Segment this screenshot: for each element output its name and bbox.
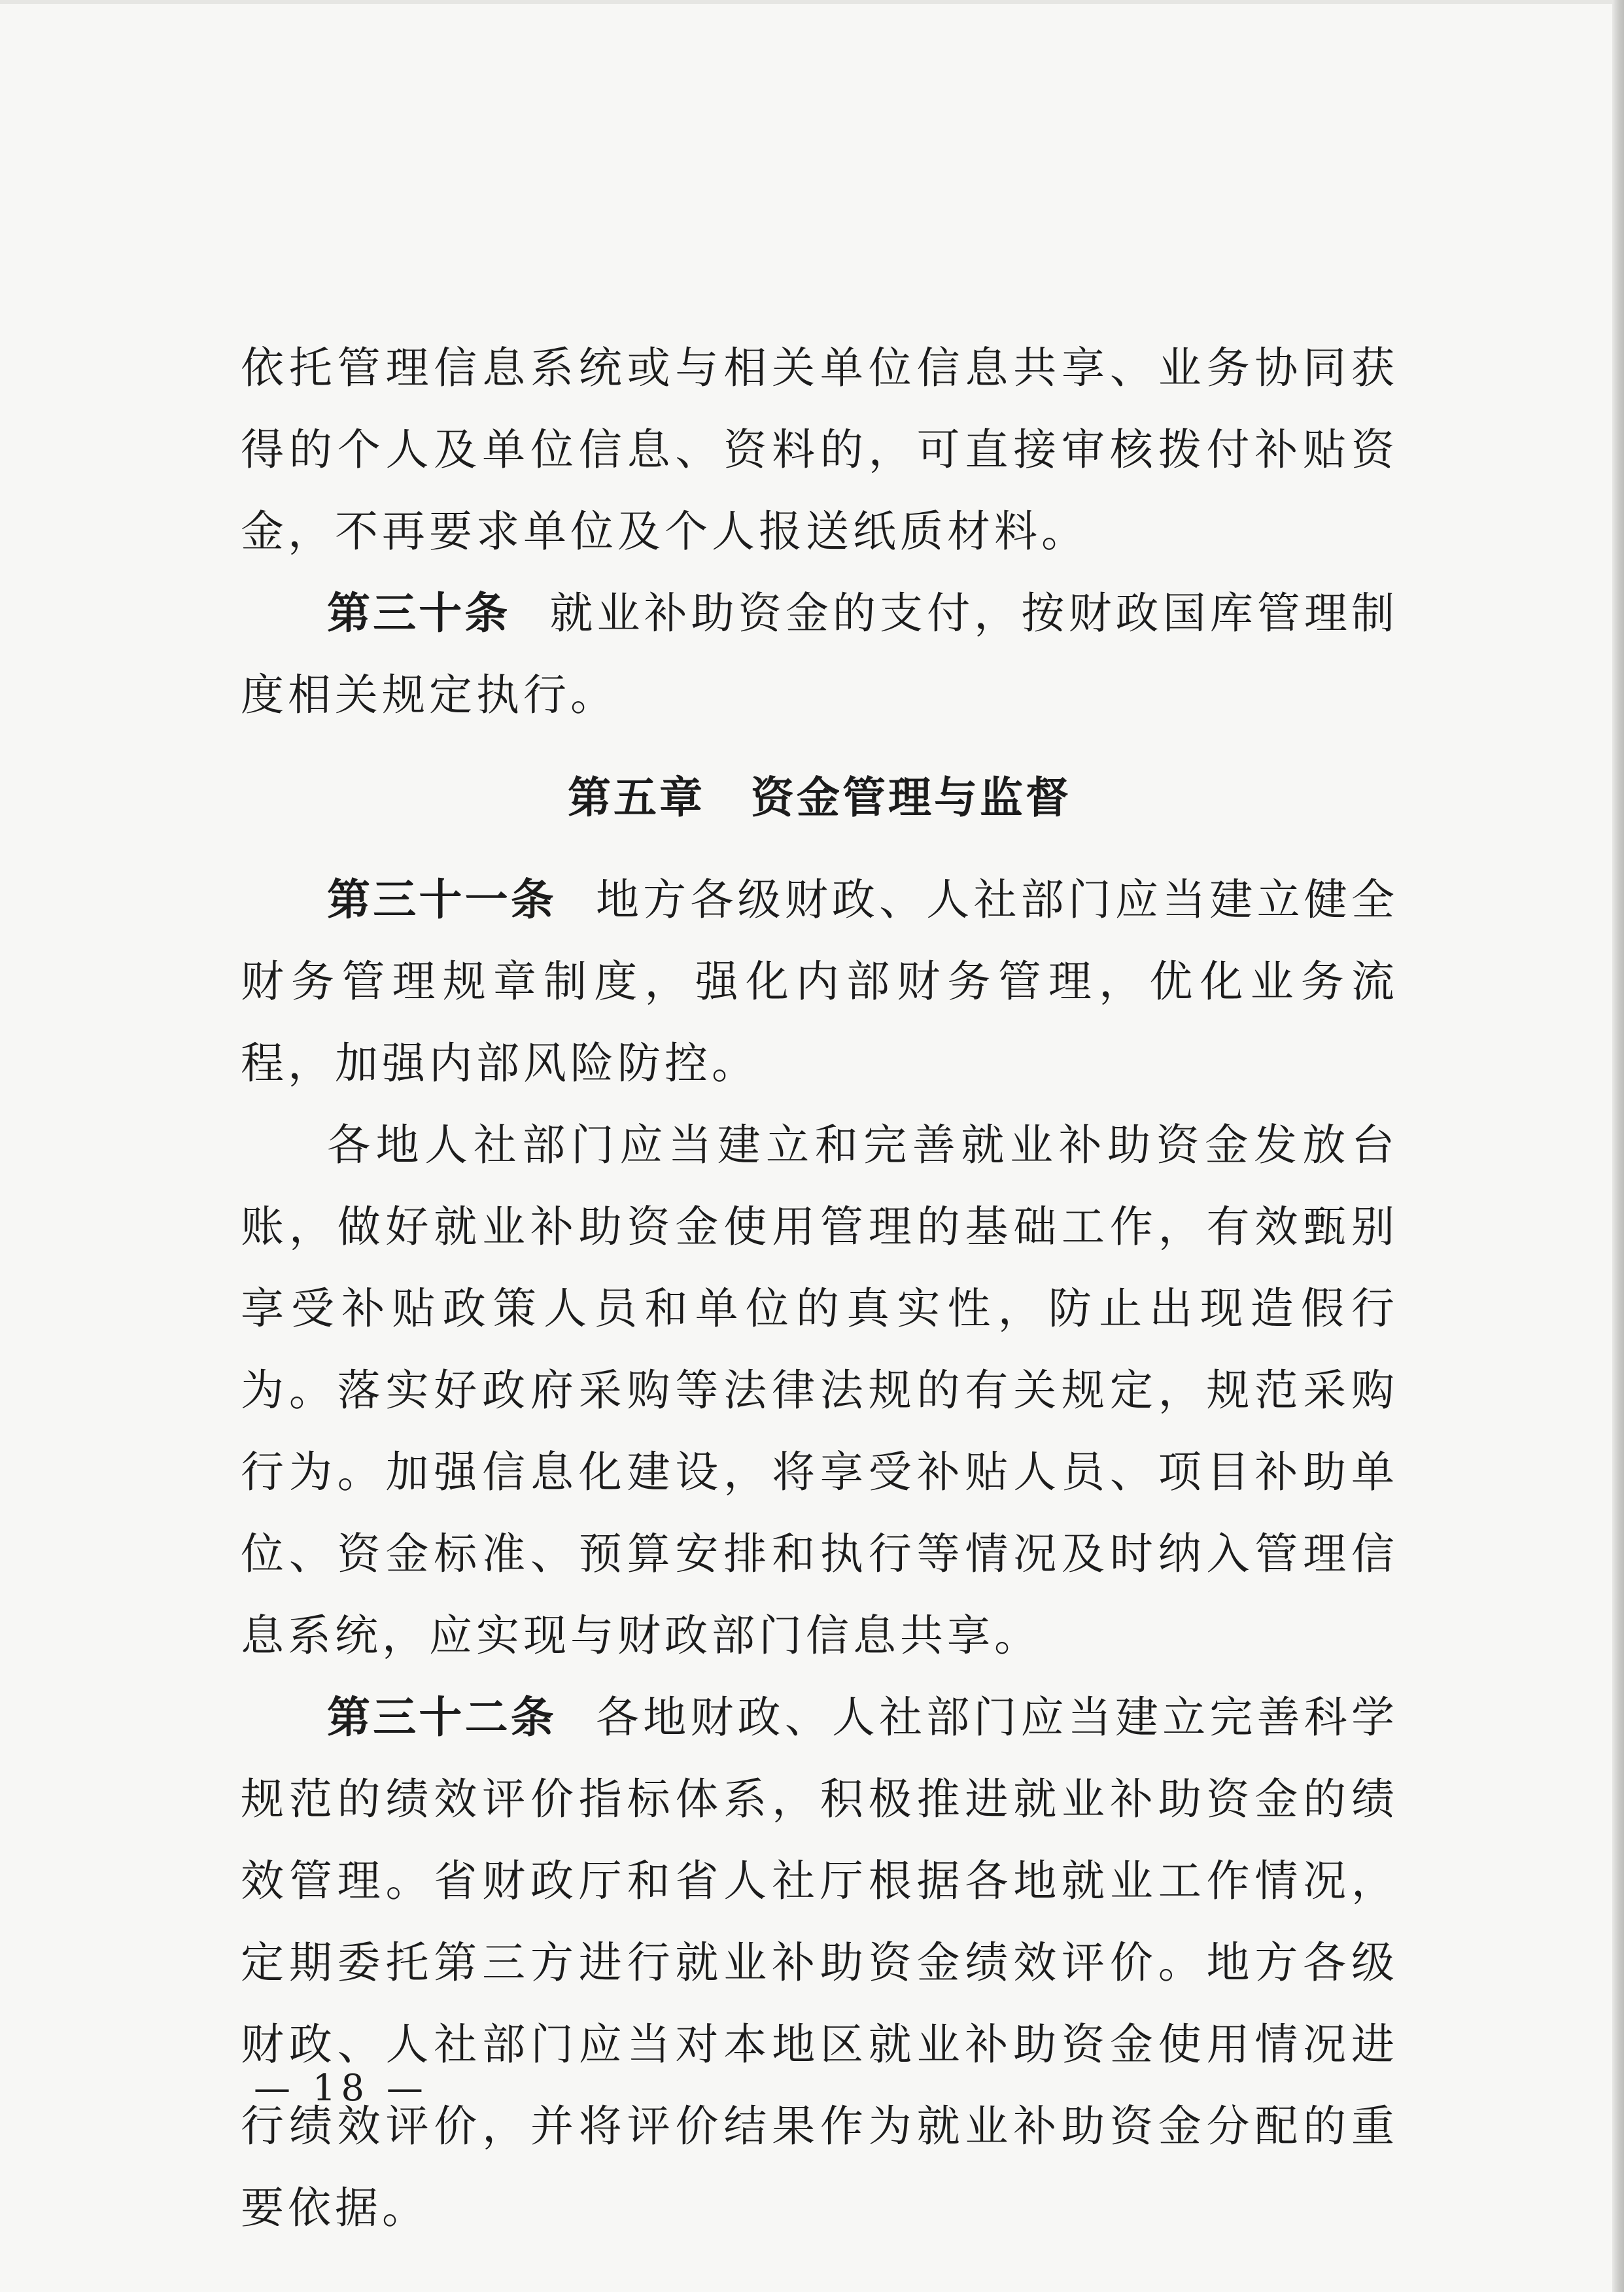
article-31 [241,859,1398,1104]
article-heading: 第三十条 [327,588,511,638]
scan-edge-right [1612,0,1624,2292]
paragraph-continued [241,327,1398,572]
paragraph-text: 各地人社部门应当建立和完善就业补助资金发放台账，做好就业补助资金使用管理的基础工作，有效甄别享受补贴政策人员和单位的真实性，防止出现造假行为。落实好政府采购等法律法规的有关规定，规范采购行为。加强信息化建设，将享受补贴人员、项目补助单位、资金标准、预算安排和执行等情况及时纳入管理信息系统，应实现与财政部门信息共享。 [241,1120,1398,1661]
document-body [241,327,1398,2249]
article-heading: 第三十一条 [327,875,557,925]
chapter-title: 第五章 资金管理与监督 [568,773,1071,823]
scan-edge-top [0,0,1624,4]
paragraph-text: 各地财政、人社部门应当建立完善科学规范的绩效评价指标体系，积极推进就业补助资金的绩效管理。省财政厅和省人社厅根据各地就业工作情况，定期委托第三方进行就业补助资金绩效评价。地方各级财政、人社部门应当对本地区就业补助资金使用情况进行绩效评价，并将评价结果作为就业补助资金分配的重要依据。 [241,1692,1399,2233]
article-heading: 第三十二条 [327,1692,557,1743]
article-30 [241,572,1398,736]
paragraph-text: 依托管理信息系统或与相关单位信息共享、业务协同获得的个人及单位信息、资料的，可直接审核拨付补贴资金，不再要求单位及个人报送纸质材料。 [241,343,1398,557]
article-32 [241,1676,1398,2249]
paragraph-text: 就业补助资金的支付，按财政国库管理制度相关规定执行。 [241,588,1399,720]
article-31-paragraph-2 [241,1104,1398,1676]
page-number: — 18 — [254,2067,428,2110]
paragraph-text: 地方各级财政、人社部门应当建立健全财务管理规章制度，强化内部财务管理，优化业务流程，加强内部风险防控。 [241,875,1399,1088]
